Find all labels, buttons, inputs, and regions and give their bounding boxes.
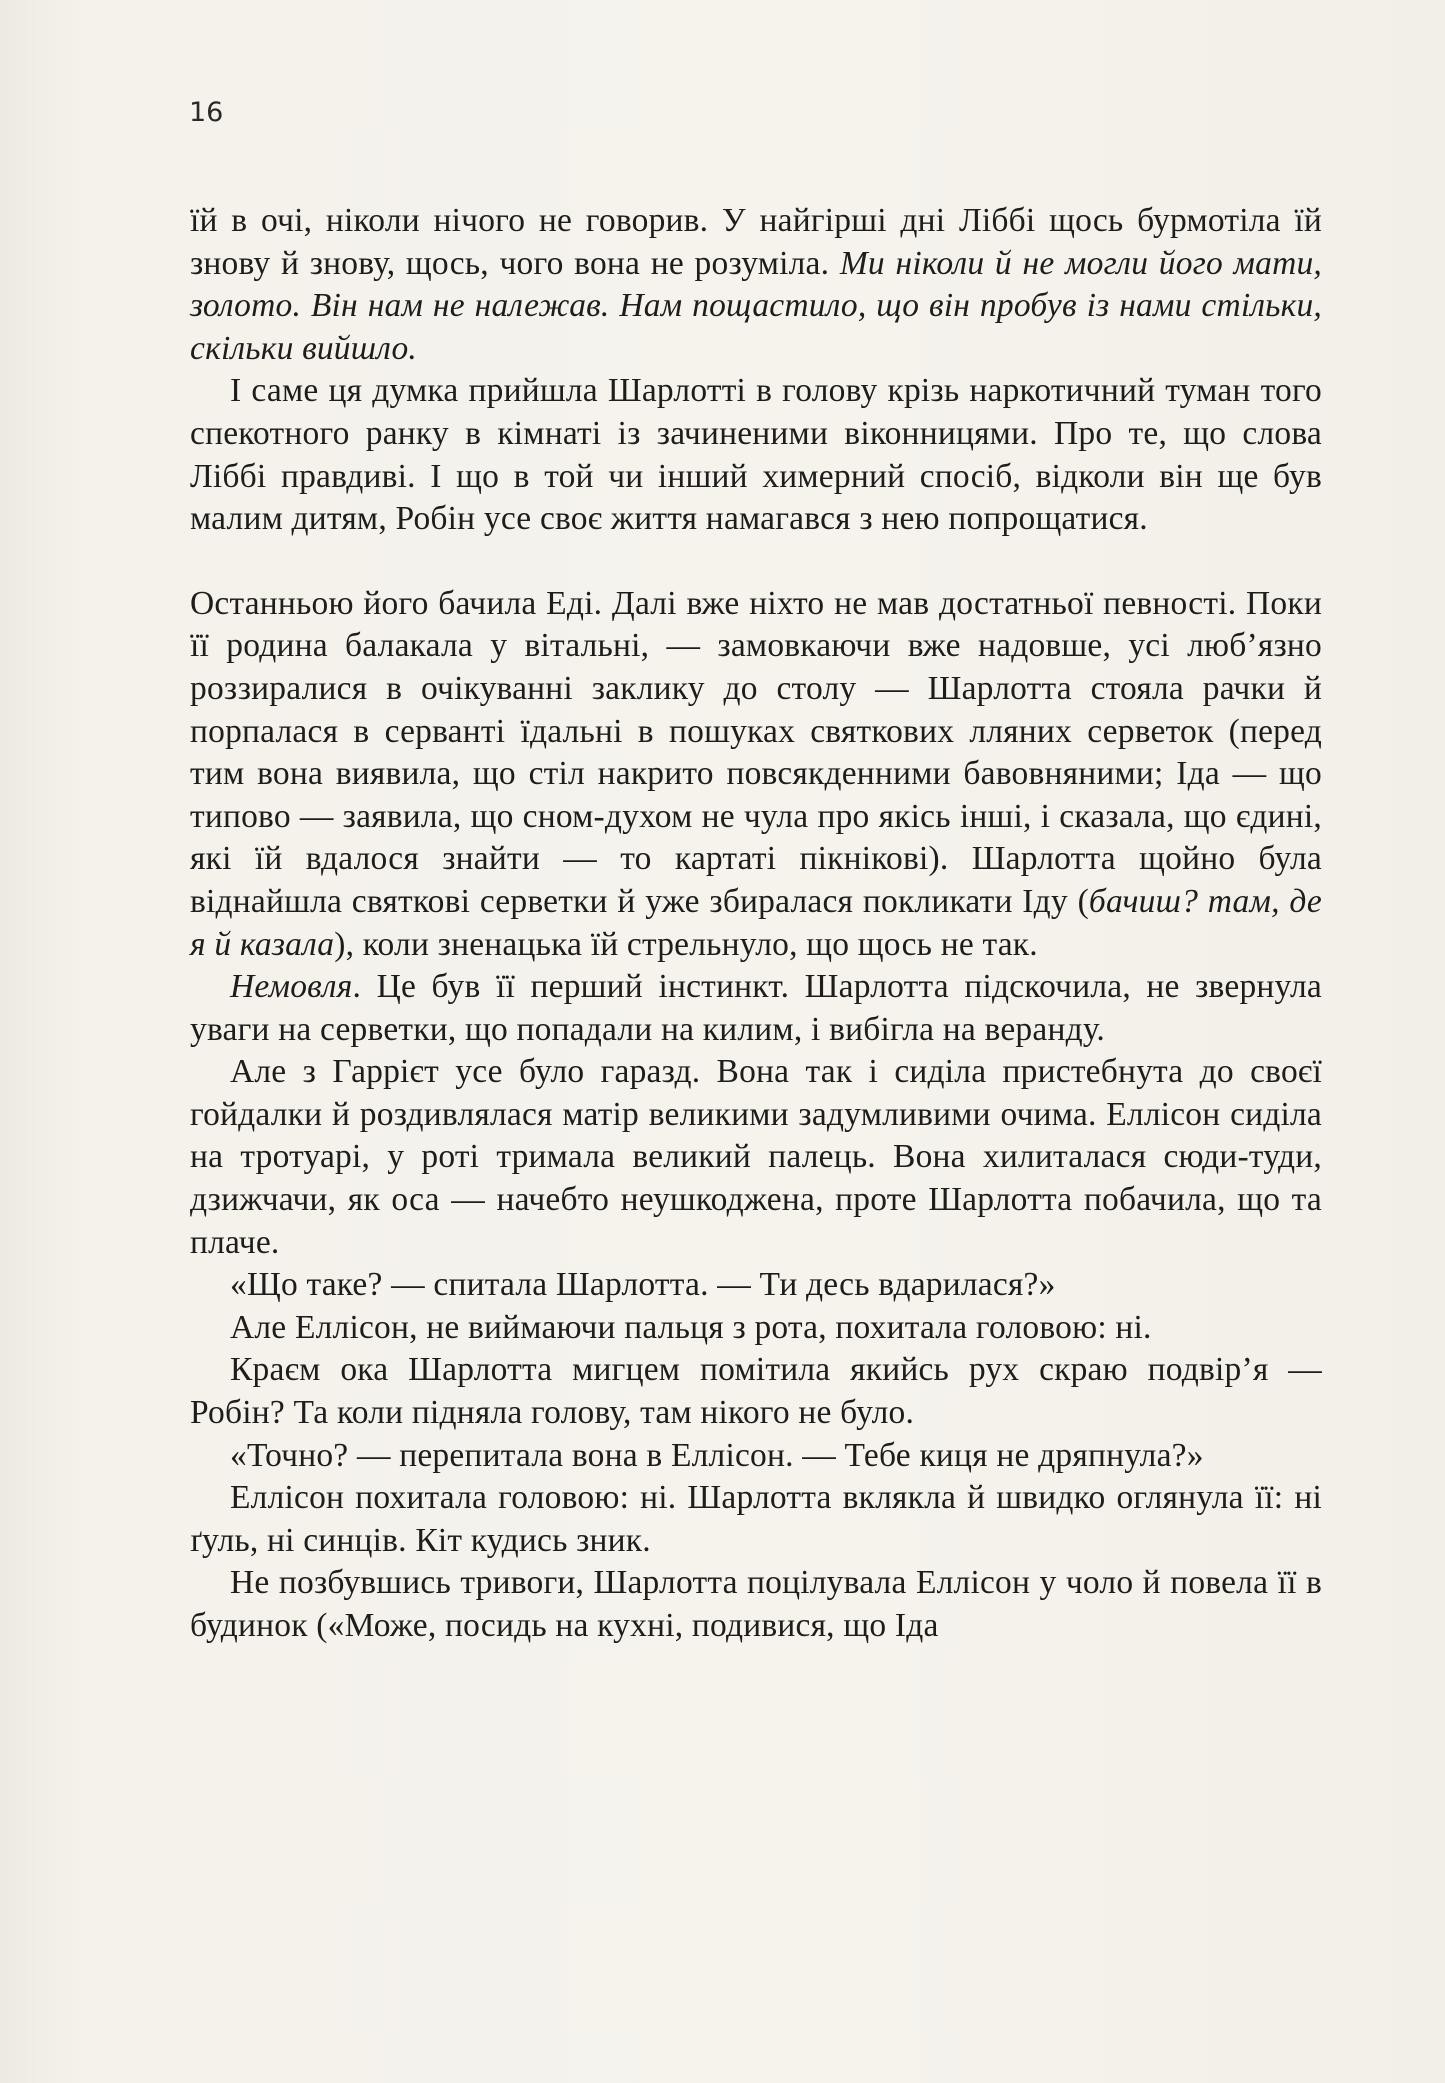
- text-run: . Це був її перший інстинкт. Шарлотта підскочила, не звернула уваги на серветки, що попадали на килим, і вибігла на веранду.: [190, 968, 1322, 1048]
- text-run: «Що таке? — спитала Шарлотта. — Ти десь вдарилася?»: [230, 1266, 1056, 1304]
- text-run: І саме ця думка прийшла Шарлотті в голову крізь наркотичний туман того спекотного ранку в кімнаті із зачиненими віконницями. Про те, що слова Ліббі правдиві. І що в той чи інший химерний спосіб, відколи він ще був малим дитям, Робін усе своє життя намагався з нею попрощатися.: [190, 372, 1322, 538]
- text-run: ), коли зненацька їй стрельнуло, що щось не так.: [334, 925, 1038, 963]
- text-run: їй в очі, ніколи нічого не говорив. У найгірші дні Ліббі щось бурмотіла їй знову й знову, щось, чого вона не розуміла.: [190, 202, 1322, 282]
- text-run: «Точно? — перепитала вона в Еллісон. — Тебе киця не дряпнула?»: [230, 1436, 1204, 1474]
- text-run: Але з Гаррієт усе було гаразд. Вона так і сиділа пристебнута до своєї гойдалки й роздивлялася матір великими задумливими очима. Еллісон сиділа на тротуарі, у роті тримала великий палець. Вона хилиталася сюди-туди, дзижчачи, як оса — начебто неушкоджена, проте Шарлотта побачила, що та плаче.: [190, 1053, 1322, 1261]
- italic-text-run: Немовля: [230, 968, 353, 1006]
- paragraph: [190, 966, 1322, 1051]
- paragraph: [190, 370, 1322, 540]
- paragraph: [190, 1349, 1322, 1434]
- text-run: Краєм ока Шарлотта мигцем помітила якийсь рух скраю подвір’я — Робін? Та коли підняла голову, там нікого не було.: [190, 1351, 1322, 1432]
- text-run: Еллісон похитала головою: ні. Шарлотта вклякла й швидко оглянула її: ні ґуль, ні синців. Кіт кудись зник.: [190, 1479, 1322, 1559]
- paragraph: [190, 1562, 1322, 1647]
- italic-text-run: бачиш? там, де я й казала: [190, 882, 1322, 963]
- body-text: [190, 200, 1322, 1648]
- paragraph: [190, 1435, 1322, 1478]
- page-number: 16: [189, 97, 224, 128]
- paragraph: [190, 1051, 1322, 1264]
- paragraph: [190, 1307, 1322, 1350]
- paragraph: [190, 1477, 1322, 1562]
- text-run: Не позбувшись тривоги, Шарлотта поцілувала Еллісон у чоло й повела її в будинок («Може, посидь на кухні, подивися, що Іда: [190, 1564, 1322, 1644]
- paragraph: [190, 200, 1322, 370]
- text-run: Останньою його бачила Еді. Далі вже ніхто не мав достатньої певності. Поки її родина балакала у вітальні, — замовкаючи вже надовше, усі люб’язно роззиралися в очікуванні заклику до столу — Шарлотта стояла рачки й порпалася в серванті їдальні в пошуках святкових лляних серветок (перед тим вона виявила, що стіл накрито повсякденними бавовняними; Іда — що типово — заявила, що сном-духом не чула про якісь інші, і сказала, що єдині, які їй вдалося знайти — то картаті пікнікові). Шарлотта щойно була віднайшла святкові серветки й уже збиралася покликати Іду (: [190, 584, 1322, 920]
- text-run: Але Еллісон, не виймаючи пальця з рота, похитала головою: ні.: [230, 1308, 1152, 1346]
- paragraph: [190, 1264, 1322, 1307]
- italic-text-run: Ми ніколи й не могли його мати, золото. Він нам не належав. Нам пощастило, що він пробув із нами стільки, скільки вийшло.: [190, 244, 1322, 367]
- paragraph: [190, 583, 1322, 966]
